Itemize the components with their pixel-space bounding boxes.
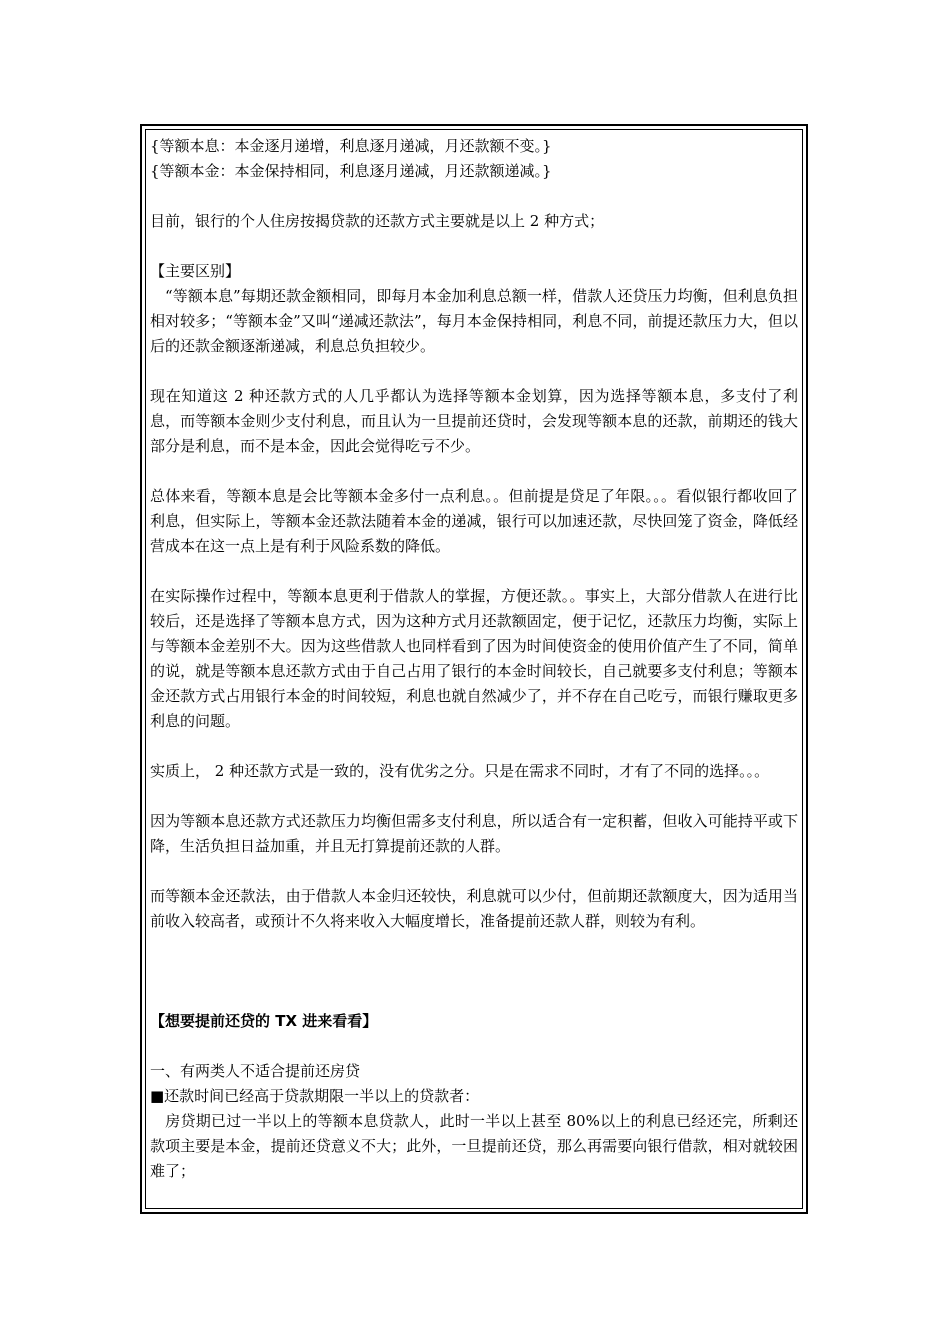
paragraph-6: 而等额本金还款法，由于借款人本金归还较快，利息就可以少付，但前期还款额度大，因为适用当前收入较高者，或预计不久将来收入大幅度增长，准备提前还款人群，则较为有利。 [150,887,798,930]
difference-paragraph: “等额本息”每期还款金额相同，即每月本金加利息总额一样，借款人还贷压力均衡，但利息负担相对较多；“等额本金”又叫“递减还款法”，每月本金保持相同，利息不同，前提还款压力大，但以后的还款金额逐渐递减，利息总负担较少。 [150,287,798,355]
document-frame [140,124,808,1214]
definition-equal-principal: {等额本金：本金保持相同，利息逐月递减，月还款额递减。} [150,162,552,180]
paragraph-3: 在实际操作过程中，等额本息更利于借款人的掌握，方便还款。。事实上，大部分借款人在进行比较后，还是选择了等额本息方式，因为这种方式月还款额固定，便于记忆，还款压力均衡，实际上与等额本金差别不大。因为这些借款人也同样看到了因为时间使资金的使用价值产生了不同，简单的说，就是等额本息还款方式由于自己占用了银行的本金时间较长，自己就要多支付利息；等额本金还款方式占用银行本金的时间较短，利息也就自然减少了，并不存在自己吃亏，而银行赚取更多利息的问题。 [150,587,798,730]
paragraph-2: 总体来看，等额本息是会比等额本金多付一点利息。。但前提是贷足了年限。。。看似银行都收回了利息，但实际上，等额本金还款法随着本金的递减，银行可以加速还款，尽快回笼了资金，降低经营成本在这一点上是有利于风险系数的降低。 [150,487,798,555]
difference-heading: 【主要区别】 [150,262,241,280]
paragraph-5: 因为等额本息还款方式还款压力均衡但需多支付利息，所以适合有一定积蓄，但收入可能持平或下降，生活负担日益加重，并且无打算提前还款的人群。 [150,812,798,855]
paragraph-1: 现在知道这 2 种还款方式的人几乎都认为选择等额本金划算，因为选择等额本息，多支付了利息，而等额本金则少支付利息，而且认为一旦提前还贷时，会发现等额本息的还款，前期还的钱大部分是利息，而不是本金，因此会觉得吃亏不少。 [150,387,798,455]
paragraph-4: 实质上， 2 种还款方式是一致的，没有优劣之分。只是在需求不同时，才有了不同的选择。。。 [150,762,770,780]
subheading-1: 一、有两类人不适合提前还房贷 [150,1062,361,1080]
definition-equal-installment: {等额本息：本金逐月递增，利息逐月递减，月还款额不变。} [150,137,552,155]
bullet-heading-1: ■还款时间已经高于贷款期限一半以上的贷款者： [150,1087,480,1105]
bullet-paragraph-1: 房贷期已过一半以上的等额本息贷款人，此时一半以上甚至 80%以上的利息已经还完，所剩还款项主要是本金，提前还贷意义不大；此外，一旦提前还贷，那么再需要向银行借款，相对就较困难了； [150,1112,798,1180]
section-heading: 【想要提前还贷的 TX 进来看看】 [150,1012,378,1030]
document-body [145,129,803,1209]
intro-paragraph: 目前，银行的个人住房按揭贷款的还款方式主要就是以上 2 种方式； [150,212,605,230]
